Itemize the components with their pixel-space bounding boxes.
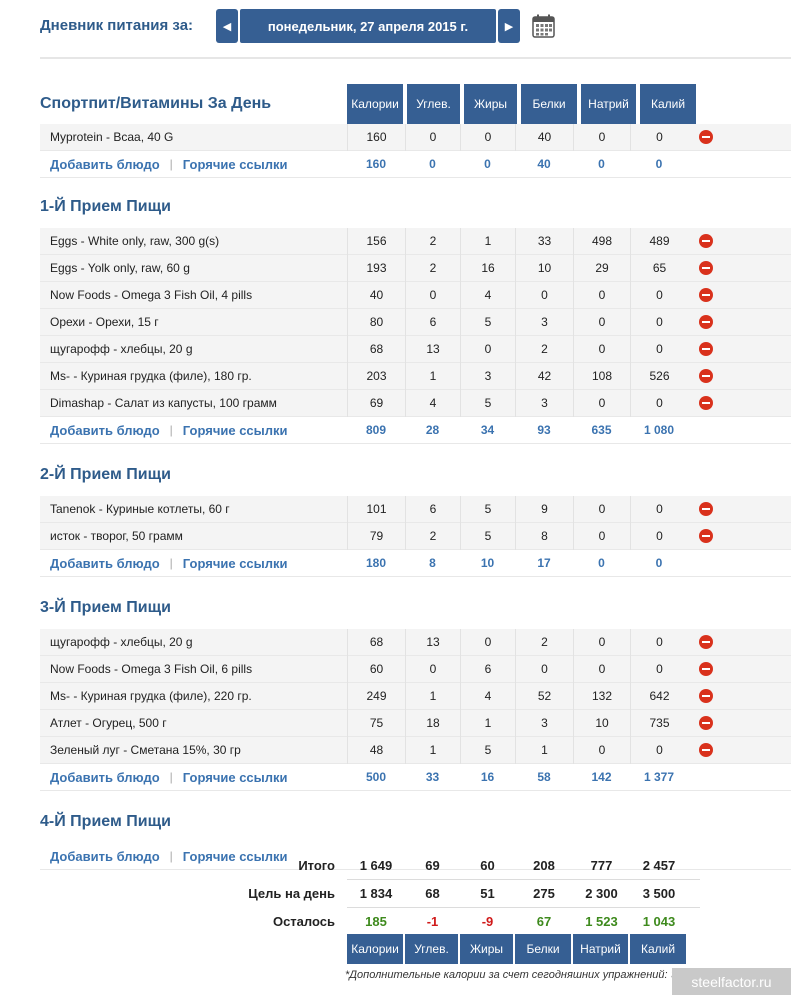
food-value: 9 — [515, 496, 573, 523]
meal-links — [40, 423, 347, 438]
column-header: Жиры — [464, 84, 517, 124]
meal-total-value: 500 — [365, 769, 387, 784]
remove-icon[interactable] — [699, 261, 713, 275]
next-day-button[interactable] — [498, 9, 520, 43]
meal-total-value: 34 — [480, 422, 495, 437]
food-row[interactable] — [40, 124, 791, 151]
food-value: 0 — [630, 124, 688, 151]
food-name[interactable]: щугарофф - хлебцы, 20 g — [50, 342, 193, 356]
add-food-link[interactable]: Добавить блюдо — [50, 555, 160, 571]
summary-value: 51 — [480, 886, 495, 901]
delete-cell — [688, 502, 724, 516]
food-value: 1 — [405, 737, 460, 764]
remove-icon[interactable] — [699, 234, 713, 248]
delete-cell — [688, 369, 724, 383]
food-row[interactable] — [40, 363, 791, 390]
food-value: 0 — [630, 496, 688, 523]
meal-total-value: 33 — [425, 769, 440, 784]
food-value: 10 — [573, 710, 630, 737]
food-value: 0 — [630, 656, 688, 683]
food-row[interactable] — [40, 629, 791, 656]
food-value: 6 — [405, 309, 460, 336]
food-value: 2 — [515, 629, 573, 656]
food-value: 69 — [347, 390, 405, 417]
header-divider — [40, 57, 791, 59]
food-value: 0 — [405, 656, 460, 683]
remove-icon[interactable] — [699, 288, 713, 302]
food-name[interactable]: Орехи - Орехи, 15 г — [50, 315, 159, 329]
summary-value: 208 — [533, 858, 555, 873]
food-value: 13 — [405, 629, 460, 656]
food-name[interactable]: Зеленый луг - Сметана 15%, 30 гр — [50, 743, 241, 757]
meal-total-row — [40, 550, 791, 577]
watermark: steelfactor.ru — [672, 968, 791, 995]
food-value: 160 — [347, 124, 405, 151]
food-value: 68 — [347, 629, 405, 656]
summary-value: -1 — [426, 914, 439, 929]
summary-value: 3 500 — [642, 886, 676, 901]
food-value: 642 — [630, 683, 688, 710]
meal-links — [40, 770, 347, 785]
food-value: 0 — [573, 390, 630, 417]
meal-title: Спортпит/Витамины За День — [40, 95, 272, 112]
summary-divider — [347, 879, 700, 880]
food-value: 1 — [460, 228, 515, 255]
summary-value: 777 — [590, 858, 613, 873]
food-value: 0 — [573, 629, 630, 656]
food-value: 0 — [460, 629, 515, 656]
food-value: 249 — [347, 683, 405, 710]
food-value: 0 — [573, 124, 630, 151]
food-value: 0 — [630, 282, 688, 309]
quick-tools-link[interactable]: Горячие ссылки — [182, 156, 288, 172]
food-value: 0 — [630, 523, 688, 550]
food-value: 60 — [347, 656, 405, 683]
meal-title: 1-Й Прием Пищи — [40, 198, 171, 215]
food-value: 3 — [515, 710, 573, 737]
meal-section — [40, 587, 791, 791]
food-value: 79 — [347, 523, 405, 550]
column-header: Натрий — [581, 84, 636, 124]
meal-total-value: 635 — [591, 422, 612, 437]
delete-cell — [688, 662, 724, 676]
food-name[interactable]: щугарофф - хлебцы, 20 g — [50, 635, 193, 649]
food-value: 132 — [573, 683, 630, 710]
food-name[interactable]: Eggs - Yolk only, raw, 60 g — [50, 261, 190, 275]
meal-total-value: 0 — [655, 555, 663, 570]
food-row[interactable] — [40, 228, 791, 255]
meal-total-value: 16 — [480, 769, 495, 784]
column-header: Калории — [347, 934, 403, 964]
meal-total-value: 93 — [537, 422, 551, 437]
meal-total-value: 0 — [598, 156, 605, 171]
meal-section — [40, 454, 791, 577]
remove-icon[interactable] — [699, 743, 713, 757]
food-value: 40 — [347, 282, 405, 309]
food-value: 18 — [405, 710, 460, 737]
summary-value: 1 523 — [585, 914, 618, 929]
summary-total-row — [40, 852, 791, 879]
delete-cell — [688, 689, 724, 703]
summary-value: 69 — [425, 858, 440, 873]
food-value: 498 — [573, 228, 630, 255]
food-value: 0 — [573, 523, 630, 550]
food-value: 0 — [573, 282, 630, 309]
summary-goal-row — [40, 880, 791, 907]
remove-icon[interactable] — [699, 502, 713, 516]
meal-links — [40, 556, 347, 571]
food-value: 0 — [405, 282, 460, 309]
bottom-column-headers — [347, 934, 688, 964]
remove-icon[interactable] — [699, 529, 713, 543]
delete-cell — [688, 396, 724, 410]
food-value: 0 — [573, 656, 630, 683]
quick-tools-link[interactable]: Горячие ссылки — [182, 848, 288, 864]
link-separator: | — [169, 555, 173, 570]
column-header: Калории — [347, 84, 403, 124]
meal-total-value: 0 — [655, 156, 663, 171]
remove-icon[interactable] — [699, 662, 713, 676]
food-value: 1 — [405, 683, 460, 710]
footnote-text: *Дополнительные калории за счет сегодняшних упражнений: — [345, 969, 668, 981]
food-value: 0 — [630, 309, 688, 336]
food-value: 0 — [573, 737, 630, 764]
food-value: 0 — [460, 336, 515, 363]
remove-icon[interactable] — [699, 716, 713, 730]
food-value: 5 — [460, 496, 515, 523]
food-name[interactable]: Dimashap - Салат из капусты, 100 грамм — [50, 396, 277, 410]
summary-value: 60 — [480, 858, 495, 873]
meals-list — [40, 84, 791, 870]
prev-day-button[interactable] — [216, 9, 238, 43]
food-value: 5 — [460, 390, 515, 417]
remove-icon[interactable] — [699, 396, 713, 410]
food-row[interactable] — [40, 390, 791, 417]
food-value: 13 — [405, 336, 460, 363]
date-navigator — [216, 9, 520, 43]
column-header: Калий — [640, 84, 696, 124]
meal-total-value: 180 — [365, 555, 387, 570]
exercise-footnote — [345, 969, 689, 981]
food-value: 0 — [515, 656, 573, 683]
delete-cell — [688, 261, 724, 275]
food-value: 0 — [515, 282, 573, 309]
delete-cell — [688, 130, 724, 144]
food-row[interactable] — [40, 336, 791, 363]
remove-icon[interactable] — [699, 689, 713, 703]
food-value: 65 — [630, 255, 688, 282]
food-value: 0 — [573, 336, 630, 363]
food-value: 0 — [630, 390, 688, 417]
food-row[interactable] — [40, 255, 791, 282]
food-value: 2 — [405, 523, 460, 550]
meal-total-value: 0 — [598, 555, 605, 570]
summary-value: 1 649 — [359, 858, 393, 873]
food-value: 489 — [630, 228, 688, 255]
food-value: 52 — [515, 683, 573, 710]
food-value: 75 — [347, 710, 405, 737]
delete-cell — [688, 234, 724, 248]
food-row[interactable] — [40, 309, 791, 336]
remove-icon[interactable] — [699, 342, 713, 356]
food-row[interactable] — [40, 496, 791, 523]
calendar-icon[interactable] — [532, 14, 555, 38]
food-value: 6 — [405, 496, 460, 523]
food-row[interactable] — [40, 656, 791, 683]
quick-tools-link[interactable]: Горячие ссылки — [182, 555, 288, 571]
meal-total-value: 142 — [591, 769, 612, 784]
summary-remaining-row — [40, 908, 791, 935]
food-value: 33 — [515, 228, 573, 255]
meal-total-value: 10 — [480, 555, 495, 570]
summary-value: 68 — [425, 886, 440, 901]
meal-title: 2-Й Прием Пищи — [40, 466, 171, 483]
delete-cell — [688, 315, 724, 329]
delete-cell — [688, 716, 724, 730]
food-value: 10 — [515, 255, 573, 282]
food-name[interactable]: Ms- - Куриная грудка (филе), 220 гр. — [50, 689, 252, 703]
meal-total-value: 58 — [537, 769, 551, 784]
meal-total-value: 1 080 — [643, 422, 675, 437]
food-name[interactable]: Now Foods - Omega 3 Fish Oil, 4 pills — [50, 288, 253, 302]
food-value: 1 — [460, 710, 515, 737]
column-header: Белки — [515, 934, 571, 964]
chevron-left-icon: ◀ — [222, 20, 232, 33]
food-value: 6 — [460, 656, 515, 683]
summary-value: -9 — [481, 914, 494, 929]
food-value: 4 — [460, 683, 515, 710]
food-value: 5 — [460, 523, 515, 550]
summary-value: 2 457 — [642, 858, 676, 873]
food-row[interactable] — [40, 737, 791, 764]
column-header: Натрий — [573, 934, 628, 964]
summary-label: Осталось — [272, 914, 335, 929]
summary-label: Цель на день — [248, 886, 335, 901]
meal-total-value: 0 — [429, 156, 436, 171]
food-value: 2 — [405, 255, 460, 282]
add-food-link[interactable]: Добавить блюдо — [50, 769, 160, 785]
food-value: 3 — [515, 390, 573, 417]
chevron-right-icon: ▶ — [504, 20, 514, 33]
food-name[interactable]: Атлет - Огурец, 500 г — [50, 716, 167, 730]
food-value: 2 — [515, 336, 573, 363]
current-date: понедельник, 27 апреля 2015 г. — [240, 9, 496, 43]
column-header: Калий — [630, 934, 686, 964]
column-header: Белки — [521, 84, 577, 124]
food-value: 193 — [347, 255, 405, 282]
food-value: 2 — [405, 228, 460, 255]
food-row[interactable] — [40, 282, 791, 309]
summary-label: Итого — [298, 858, 335, 873]
delete-cell — [688, 743, 724, 757]
meal-total-value: 17 — [537, 555, 551, 570]
food-value: 5 — [460, 737, 515, 764]
meal-total-value: 40 — [537, 156, 551, 171]
food-value: 0 — [573, 496, 630, 523]
food-value: 735 — [630, 710, 688, 737]
food-value: 0 — [405, 124, 460, 151]
food-row[interactable] — [40, 710, 791, 737]
food-value: 0 — [630, 336, 688, 363]
remove-icon[interactable] — [699, 315, 713, 329]
summary-value: 67 — [536, 914, 552, 929]
delete-cell — [688, 288, 724, 302]
column-header: Углев. — [407, 84, 460, 124]
food-value: 156 — [347, 228, 405, 255]
food-value: 1 — [405, 363, 460, 390]
food-row[interactable] — [40, 523, 791, 550]
add-food-link[interactable]: Добавить блюдо — [50, 422, 160, 438]
food-value: 4 — [460, 282, 515, 309]
food-name[interactable]: Ms- - Куриная грудка (филе), 180 гр. — [50, 369, 252, 383]
food-name[interactable]: Eggs - White only, raw, 300 g(s) — [50, 234, 220, 248]
meal-title: 4-Й Прием Пищи — [40, 813, 171, 830]
meal-total-value: 0 — [484, 156, 491, 171]
diary-header — [0, 0, 791, 56]
food-value: 80 — [347, 309, 405, 336]
meal-total-value: 1 377 — [643, 769, 675, 784]
food-value: 4 — [405, 390, 460, 417]
food-value: 108 — [573, 363, 630, 390]
food-value: 29 — [573, 255, 630, 282]
food-value: 0 — [630, 629, 688, 656]
quick-tools-link[interactable]: Горячие ссылки — [182, 422, 288, 438]
meal-total-value: 8 — [429, 555, 436, 570]
column-header: Жиры — [460, 934, 513, 964]
summary-value: 2 300 — [585, 886, 618, 901]
meal-section — [40, 186, 791, 444]
meal-total-value: 809 — [365, 422, 387, 437]
column-header: Углев. — [405, 934, 458, 964]
food-name[interactable]: Myprotein - Bcaa, 40 G — [50, 130, 174, 144]
food-value: 3 — [460, 363, 515, 390]
meal-title: 3-Й Прием Пищи — [40, 599, 171, 616]
add-food-link[interactable]: Добавить блюдо — [50, 156, 160, 172]
food-name[interactable]: Tanenok - Куриные котлеты, 60 г — [50, 502, 230, 516]
remove-icon[interactable] — [699, 635, 713, 649]
diary-title: Дневник питания за: — [40, 17, 194, 34]
delete-cell — [688, 635, 724, 649]
summary-value: 1 043 — [642, 914, 676, 929]
food-value: 3 — [515, 309, 573, 336]
food-value: 68 — [347, 336, 405, 363]
food-value: 42 — [515, 363, 573, 390]
remove-icon[interactable] — [699, 369, 713, 383]
summary-value: 1 834 — [359, 886, 393, 901]
food-value: 0 — [573, 309, 630, 336]
food-value: 5 — [460, 309, 515, 336]
add-food-link[interactable]: Добавить блюдо — [50, 848, 160, 864]
link-separator: | — [169, 769, 173, 784]
link-separator: | — [169, 848, 173, 863]
summary-divider — [347, 907, 700, 908]
daily-summary — [40, 852, 791, 935]
food-value: 526 — [630, 363, 688, 390]
food-value: 0 — [460, 124, 515, 151]
food-row[interactable] — [40, 683, 791, 710]
summary-value: 275 — [533, 886, 555, 901]
food-value: 0 — [630, 737, 688, 764]
meal-total-row — [40, 151, 791, 178]
meal-total-row — [40, 417, 791, 444]
link-separator: | — [169, 422, 173, 437]
link-separator: | — [169, 156, 173, 171]
food-name[interactable]: Now Foods - Omega 3 Fish Oil, 6 pills — [50, 662, 253, 676]
meal-total-value: 28 — [425, 422, 440, 437]
meal-total-value: 160 — [365, 156, 387, 171]
meal-section — [40, 84, 791, 178]
food-value: 203 — [347, 363, 405, 390]
delete-cell — [688, 529, 724, 543]
food-value: 1 — [515, 737, 573, 764]
food-value: 101 — [347, 496, 405, 523]
food-name[interactable]: исток - творог, 50 грамм — [50, 529, 183, 543]
meal-links — [40, 157, 347, 172]
food-value: 16 — [460, 255, 515, 282]
meal-total-row — [40, 764, 791, 791]
remove-icon[interactable] — [699, 130, 713, 144]
summary-value: 185 — [365, 914, 387, 929]
delete-cell — [688, 342, 724, 356]
food-value: 8 — [515, 523, 573, 550]
food-value: 40 — [515, 124, 573, 151]
food-value: 48 — [347, 737, 405, 764]
quick-tools-link[interactable]: Горячие ссылки — [182, 769, 288, 785]
